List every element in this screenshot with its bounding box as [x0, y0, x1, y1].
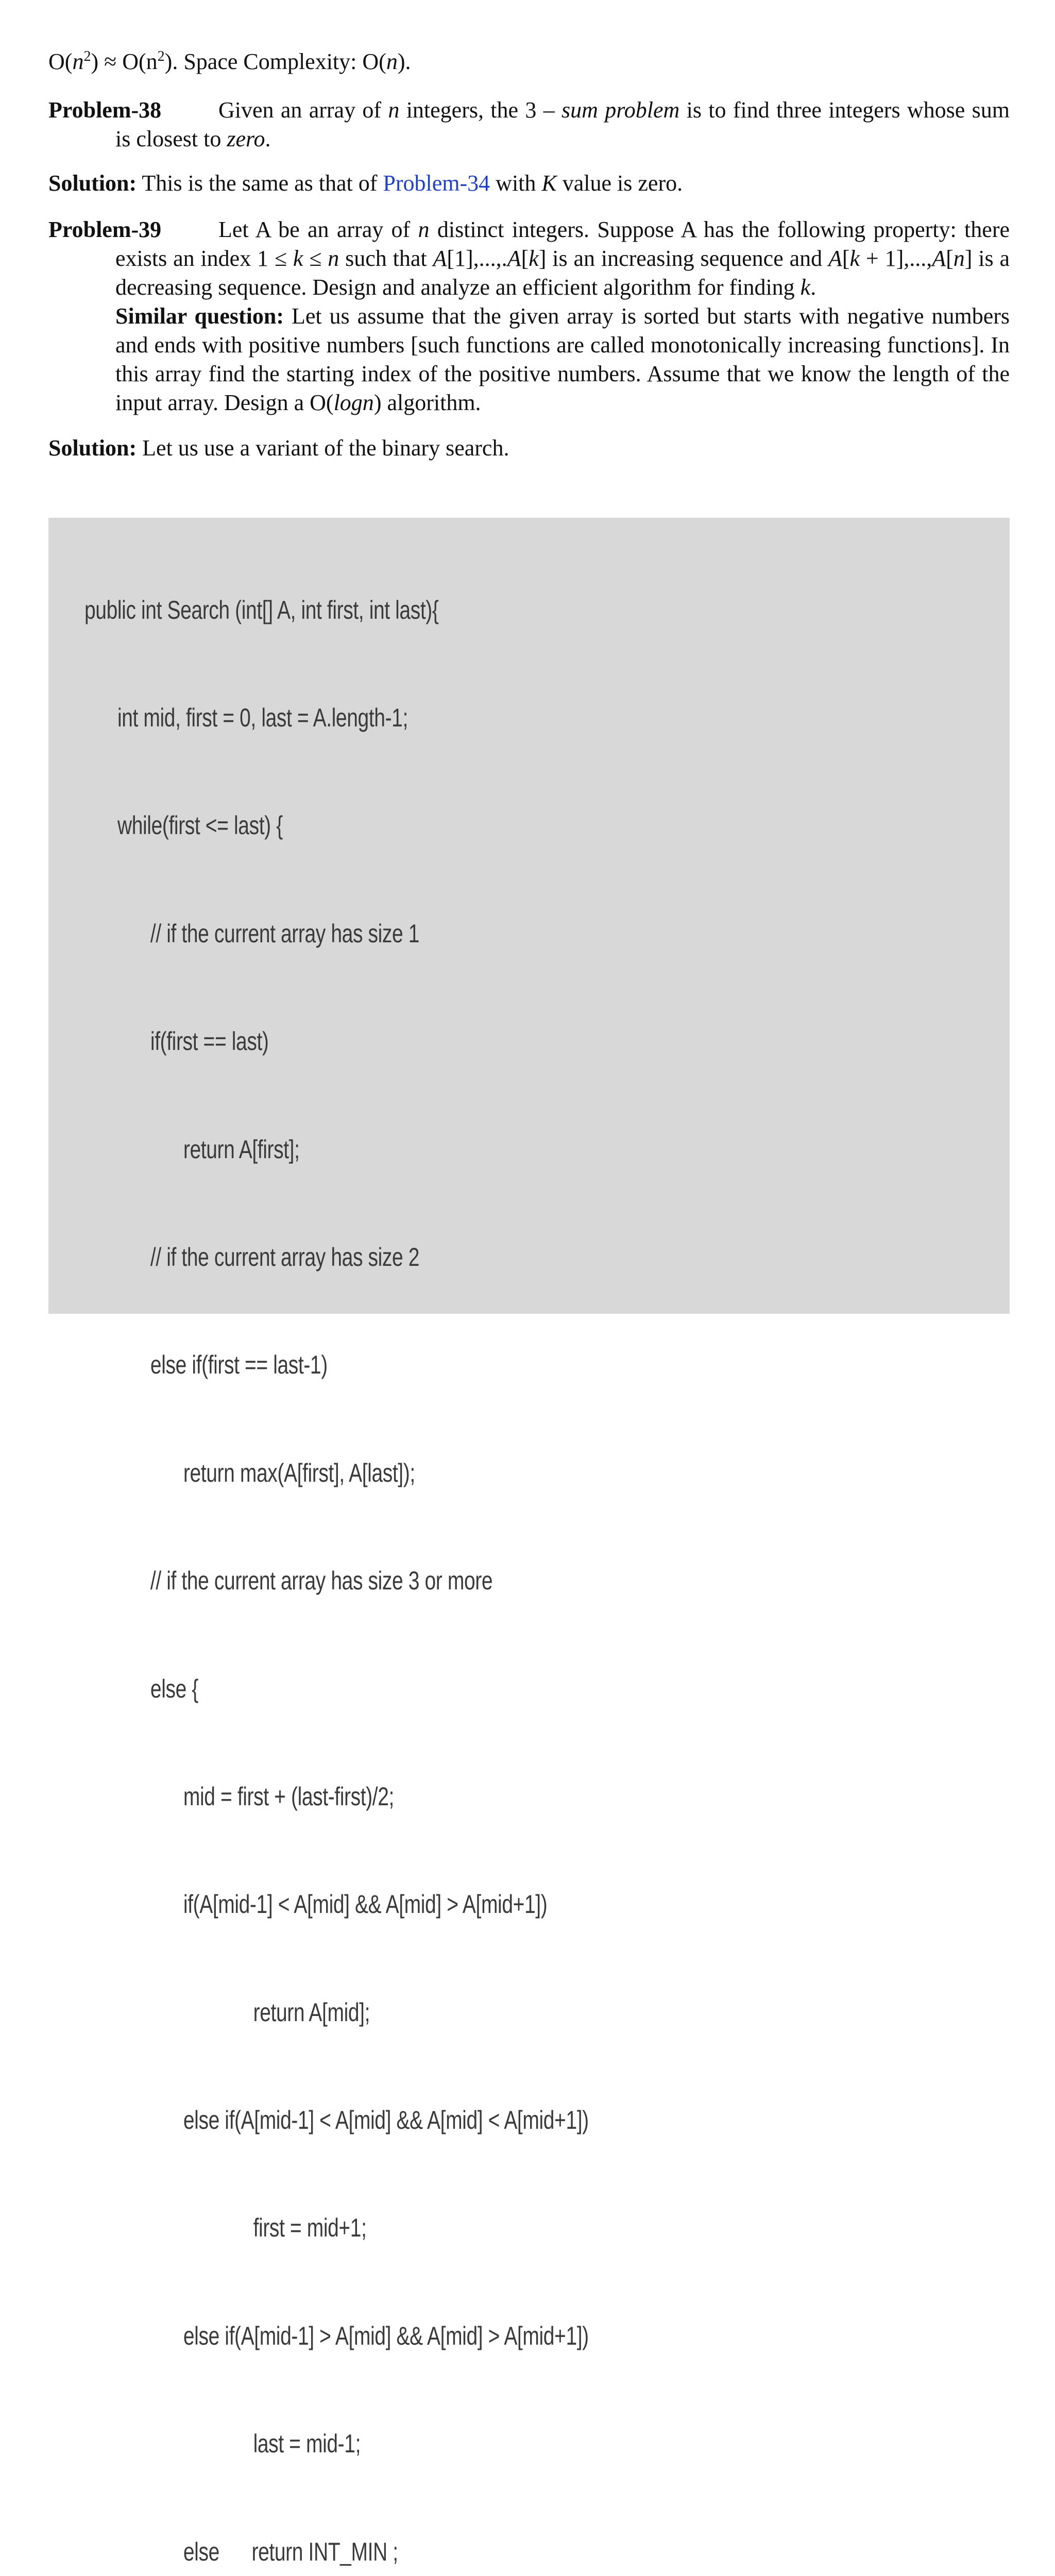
page-content [48, 47, 1010, 463]
code-line: int mid, first = 0, last = A.length-1; [117, 703, 408, 732]
code-line: return A[mid]; [253, 1997, 370, 2027]
code-line: else return INT_MIN ; [183, 2537, 398, 2566]
text: This is the same as that of [137, 171, 383, 196]
text: . [265, 126, 271, 151]
solution-label: Solution: [48, 171, 137, 196]
code-block [84, 520, 589, 2576]
problem-39 [48, 215, 1010, 302]
code-line: while(first <= last) { [117, 811, 283, 840]
text: [ [521, 246, 529, 271]
problem-label: Problem-39 [48, 217, 162, 242]
text: distinct integers. Suppose A has the following property: there exists an index 1 ≤ [115, 217, 1010, 271]
text: k [529, 246, 539, 271]
solution-39 [48, 434, 1010, 463]
code-line: public int Search (int[] A, int first, int last){ [84, 595, 439, 624]
text: n [953, 246, 965, 271]
text: . [810, 275, 816, 300]
text: Let us use a variant of the binary search. [137, 435, 509, 461]
text: sum problem [561, 97, 680, 123]
code-line: // if the current array has size 3 or more [150, 1566, 493, 1596]
code-line: return A[first]; [183, 1134, 300, 1164]
solution-label: Solution: [48, 435, 137, 461]
text: k [849, 246, 860, 271]
text: A [828, 246, 842, 271]
text: ] is a decreasing sequence. Design and analyze an efficient algorithm for finding [115, 246, 1010, 300]
text: [1],...,. [447, 246, 507, 271]
problem-label: Problem-38 [48, 97, 162, 123]
text: value is zero. [556, 171, 683, 196]
code-line: // if the current array has size 2 [150, 1242, 420, 1272]
text: + 1],..., [860, 246, 932, 271]
text: ≤ [303, 246, 328, 271]
complexity-line [48, 47, 1010, 76]
text: ). Space Complexity: O( [164, 49, 386, 74]
text: A [507, 246, 521, 271]
text: zero [227, 126, 265, 151]
text: k [800, 275, 811, 300]
code-line: else { [150, 1674, 198, 1703]
code-line: else if(first == last-1) [150, 1350, 328, 1380]
similar-question [115, 302, 1010, 417]
text: [ [842, 246, 850, 271]
text: with [490, 171, 542, 196]
code-line: else if(A[mid-1] > A[mid] && A[mid] > A[mid+1]) [183, 2321, 589, 2350]
text: n [386, 49, 398, 74]
code-line: return max(A[first], A[last]); [183, 1458, 415, 1487]
text: ) algorithm. [373, 390, 481, 415]
text: integers, the 3 – [399, 97, 562, 123]
text: A [932, 246, 946, 271]
text: logn [333, 390, 374, 415]
code-line: // if the current array has size 1 [150, 919, 420, 948]
text: ] is an increasing sequence and [538, 246, 828, 271]
text: ). [397, 49, 411, 74]
code-line: mid = first + (last-first)/2; [183, 1782, 394, 1811]
code-line: else if(A[mid-1] < A[mid] && A[mid] < A[mid+1]) [183, 2106, 589, 2135]
text: [ [946, 246, 954, 271]
similar-question-label: Similar question: [115, 303, 284, 329]
code-line: first = mid+1; [253, 2213, 367, 2243]
superscript: 2 [157, 48, 165, 64]
text: n [418, 217, 430, 242]
text: k [293, 246, 303, 271]
text: Given an array of [218, 97, 388, 123]
text: is to find three integers whose sum is closest to [115, 97, 1010, 151]
text: K [541, 171, 557, 196]
text: n [388, 97, 400, 123]
text: ) ≈ O(n [91, 49, 158, 74]
text: such that [339, 246, 433, 271]
code-line: if(first == last) [150, 1027, 269, 1056]
code-line: if(A[mid-1] < A[mid] && A[mid] > A[mid+1]) [183, 1890, 548, 1919]
text: n [328, 246, 339, 271]
text: A [433, 246, 447, 271]
solution-38 [48, 169, 1010, 198]
text: Let A be an array of [218, 217, 418, 242]
code-line: last = mid-1; [253, 2429, 361, 2459]
superscript: 2 [83, 48, 91, 64]
text: Let us assume that the given array is sorted but starts with negative numbers and ends with positive numbers [such functions are called monotonically increasing functions]. In this array find the starting index of the positive numbers. Assume that we know the length of the input array. Design a O( [115, 303, 1010, 415]
problem-34-link[interactable]: Problem-34 [383, 171, 490, 196]
text: O( [48, 49, 73, 74]
problem-38 [48, 96, 1010, 154]
text: n [72, 49, 84, 74]
